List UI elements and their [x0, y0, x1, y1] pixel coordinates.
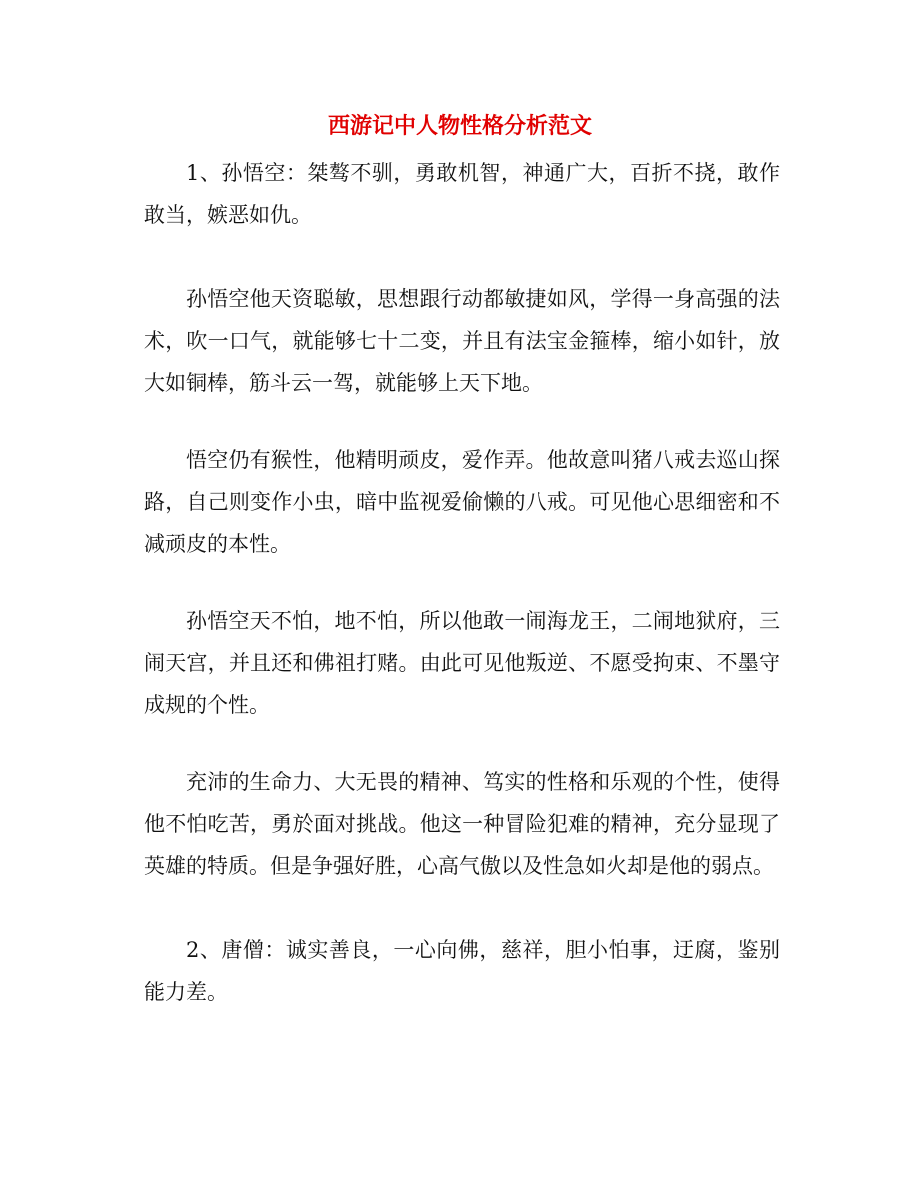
- paragraph-sun-wukong-rebellion: 孙悟空天不怕，地不怕，所以他敢一闹海龙王，二闹地狱府，三闹天宫，并且还和佛祖打赌。由此可见他叛逆、不愿受拘束、不墨守成规的个性。: [144, 609, 780, 717]
- paragraph-sun-wukong-summary: 1、孙悟空：桀骜不驯，勇敢机智，神通广大，百折不挠，敢作敢当，嫉恶如仇。: [144, 161, 780, 227]
- paragraph-sun-wukong-heroism: 充沛的生命力、大无畏的精神、笃实的性格和乐观的个性，使得他不怕吃苦，勇於面对挑战。他这一种冒险犯难的精神，充分显现了英雄的特质。但是争强好胜，心高气傲以及性急如火却是他的弱点。: [144, 770, 780, 878]
- paragraph-tang-seng-summary: 2、唐僧：诚实善良，一心向佛，慈祥，胆小怕事，迂腐，鉴别能力差。: [144, 938, 780, 1004]
- paragraph-sun-wukong-mischief: 悟空仍有猴性，他精明顽皮，爱作弄。他故意叫猪八戒去巡山探路，自己则变作小虫，暗中监视爱偷懒的八戒。可见他心思细密和不减顽皮的本性。: [144, 448, 780, 556]
- document-title: 西游记中人物性格分析范文: [327, 113, 592, 139]
- paragraph-sun-wukong-abilities: 孙悟空他天资聪敏，思想跟行动都敏捷如风，学得一身高强的法术，吹一口气，就能够七十二变，并且有法宝金箍棒，缩小如针，放大如铜棒，筋斗云一驾，就能够上天下地。: [144, 287, 780, 395]
